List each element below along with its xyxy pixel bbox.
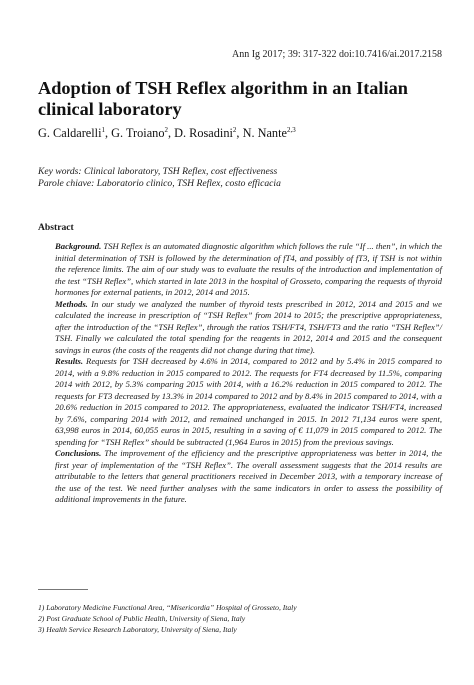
section-text: In our study we analyzed the number of thyroid tests prescribed in 2012, 2014 and 2015 and we calculated the increase in prescription of “TSH Reflex” from 2014 to 2015; the prescriptive appropriateness, after the introduction of the “TSH Reflex”, through the ratios TSH/FT4, TSH/FT3 and the ratio “TSH Reflex”/ TSH. Finally we calculated the total spending for the reagents in 2012, 2014 and 2015 and the consequent savings in euros (the costs of the reagents did not change during that time). — [55, 298, 442, 355]
section-text: TSH Reflex is an automated diagnostic algorithm which follows the rule “If ... then”, in which the initial determination of TSH is followed by the determination of fT4, and possibly of fT3, if TSH is not within the reference limits. The aim of our study was to evaluate the results of the introduction and implementation of the test “TSH Reflex”, which started in late 2013 in the hospital of Grosseto, comparing the requests of thyroid hormones for external patients, in 2012, 2014 and 2015. — [55, 241, 442, 297]
affiliation-footnotes — [38, 602, 458, 635]
footnote: 3) Health Service Research Laboratory, University of Siena, Italy — [38, 625, 237, 634]
footnote-divider — [38, 589, 88, 590]
affiliation-mark: 2,3 — [286, 126, 296, 134]
author-name: G. Caldarelli — [38, 126, 102, 140]
author — [174, 126, 242, 140]
author-name: N. Nante — [242, 126, 287, 140]
abstract-background — [55, 241, 442, 299]
section-text: The improvement of the efficiency and the prescriptive appropriateness was better in 2014, the first year of implementation of the “TSH Reflex”. The overall assessment suggests that the 2014 results are attributable to the letters that general practitioners received in December 2013, with a temporary increase of the use of the test. We need further analyses with the same indicators in order to assess the possibility of additional improvements in the future. — [55, 448, 442, 504]
author — [38, 126, 111, 140]
section-text: Requests for TSH decreased by 4.6% in 2014, compared to 2012 and by 5.4% in 2015 compared to 2014, with a 9.8% reduction in 2015 compared to 2012. The requests for FT4 decreased by 11.5%, comparing 2014 with 2012, by 5.3% comparing 2015 with 2014, with a 16.2% reduction in 2015 compared to 2012. The requests for FT3 decreased by 13.3% in 2014 compared to 2012 and by 8.4% in 2015 compared to 2014, with a 20.6% reduction in 2015 compared to 2012. The appropriateness, evaluated the indicator TSH/FT4, increased by 7.6%, comparing 2014 with 2012, and remained unchanged in 2015. In 2012 71,134 euros were spent, 63,998 euros in 2014, 60,055 euros in 2015, resulting in a saving of € 11,079 in 2015 compared to 2012. The spending for “TSH Reflex” should be subtracted (1,964 Euros in 2015) from the previous savings. — [55, 356, 442, 447]
author-separator: , — [105, 126, 112, 140]
author-name: G. Troiano — [111, 126, 165, 140]
affiliation-mark: 2 — [164, 126, 168, 134]
author-separator: , — [167, 126, 175, 140]
section-label: Conclusions. — [55, 448, 102, 458]
keywords-italian: Parole chiave: Laboratorio clinico, TSH Reflex, costo efficacia — [38, 178, 281, 189]
abstract-heading: Abstract — [38, 222, 74, 233]
abstract-body — [55, 241, 442, 506]
author-separator: , — [236, 126, 243, 140]
affiliation-mark: 2 — [232, 126, 237, 134]
section-label: Results. — [55, 356, 84, 366]
author-name: D. Rosadini — [174, 126, 233, 140]
footnote: 1) Laboratory Medicine Functional Area, “Misericordia” Hospital of Grosseto, Italy — [38, 603, 297, 612]
abstract-methods — [55, 299, 442, 357]
author — [243, 126, 296, 140]
footnote: 2) Post Graduate School of Public Health, University of Siena, Italy — [38, 614, 246, 623]
abstract-conclusions — [55, 448, 442, 506]
article-title: Adoption of TSH Reflex algorithm in an Italian clinical laboratory — [38, 78, 408, 119]
keywords-block — [38, 166, 281, 190]
affiliation-mark: 1 — [101, 126, 106, 134]
journal-citation: Ann Ig 2017; 39: 317-322 doi:10.7416/ai.2017.2158 — [232, 49, 442, 60]
keywords-english: Key words: Clinical laboratory, TSH Reflex, cost effectiveness — [38, 166, 278, 177]
author-list — [38, 126, 296, 141]
author — [111, 126, 174, 140]
abstract-results — [55, 356, 442, 448]
section-label: Background. — [55, 241, 102, 251]
section-label: Methods. — [55, 298, 88, 309]
